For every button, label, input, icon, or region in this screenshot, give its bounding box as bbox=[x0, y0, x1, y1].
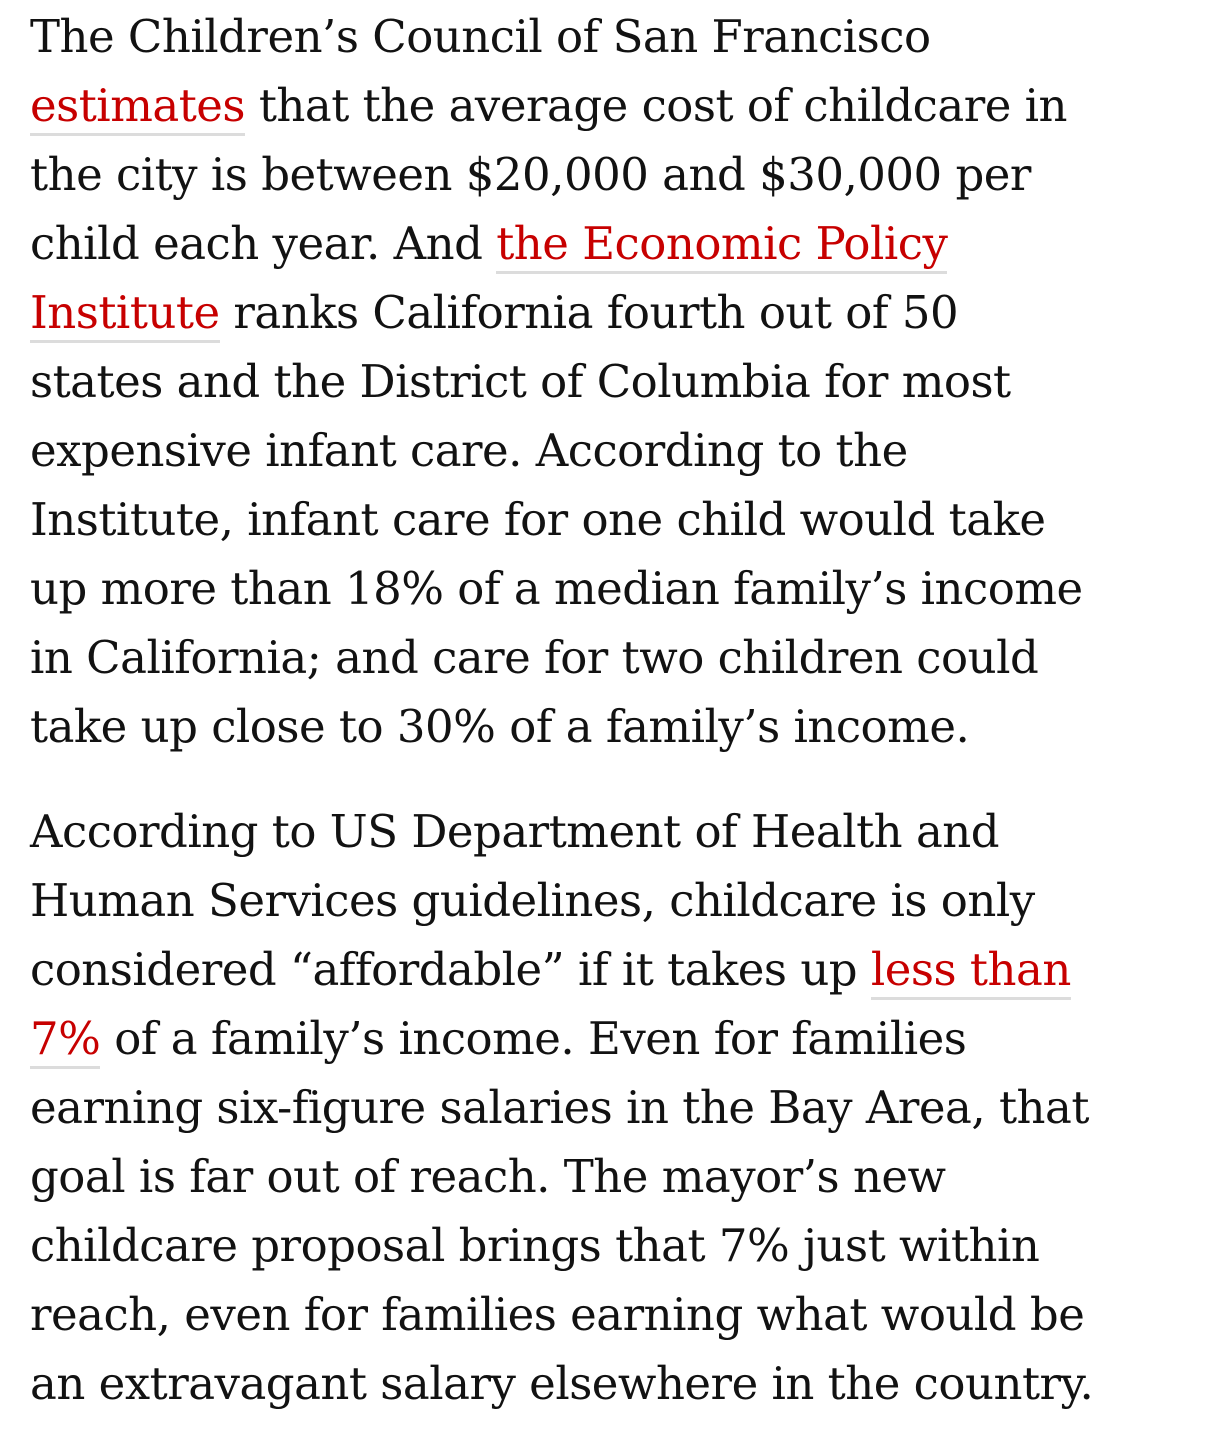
text-segment: The Children’s Council of San Francisco bbox=[30, 10, 931, 63]
text-segment: take up close to 30% of a family’s income. bbox=[30, 700, 970, 753]
text-line bbox=[30, 935, 1180, 1004]
text-line bbox=[30, 140, 1180, 209]
article-body bbox=[30, 2, 1180, 1418]
text-segment: of a family’s income. Even for families bbox=[100, 1012, 967, 1065]
text-segment: ranks California fourth out of 50 bbox=[219, 286, 959, 339]
text-segment: that the average cost of childcare in bbox=[245, 79, 1068, 132]
text-line bbox=[30, 623, 1180, 692]
text-line bbox=[30, 485, 1180, 554]
text-line bbox=[30, 1280, 1180, 1349]
paragraph-affordability-guidelines bbox=[30, 797, 1180, 1418]
text-line bbox=[30, 1004, 1180, 1073]
paragraph-childcare-costs bbox=[30, 2, 1180, 761]
text-line bbox=[30, 278, 1180, 347]
text-line bbox=[30, 797, 1180, 866]
text-segment: earning six-figure salaries in the Bay Area, that bbox=[30, 1081, 1089, 1134]
text-line bbox=[30, 209, 1180, 278]
inline-link[interactable]: estimates bbox=[30, 79, 245, 136]
inline-link[interactable]: Institute bbox=[30, 286, 220, 343]
text-line bbox=[30, 1349, 1180, 1418]
inline-link[interactable]: the Economic Policy bbox=[496, 217, 947, 274]
text-line bbox=[30, 416, 1180, 485]
text-line bbox=[30, 692, 1180, 761]
text-segment: child each year. And bbox=[30, 217, 497, 270]
text-segment: According to US Department of Health and bbox=[30, 805, 1000, 858]
text-segment: in California; and care for two children could bbox=[30, 631, 1039, 684]
inline-link[interactable]: 7% bbox=[30, 1012, 100, 1069]
text-segment: childcare proposal brings that 7% just within bbox=[30, 1219, 1040, 1272]
text-line bbox=[30, 347, 1180, 416]
text-segment: Institute, infant care for one child would take bbox=[30, 493, 1046, 546]
text-segment: states and the District of Columbia for most bbox=[30, 355, 1011, 408]
text-line bbox=[30, 1211, 1180, 1280]
text-line bbox=[30, 1073, 1180, 1142]
text-segment: up more than 18% of a median family’s income bbox=[30, 562, 1083, 615]
text-segment: an extravagant salary elsewhere in the country. bbox=[30, 1357, 1094, 1410]
text-segment: the city is between $20,000 and $30,000 per bbox=[30, 148, 1031, 201]
text-line bbox=[30, 554, 1180, 623]
text-segment: goal is far out of reach. The mayor’s new bbox=[30, 1150, 946, 1203]
text-line bbox=[30, 1142, 1180, 1211]
text-segment: considered “affordable” if it takes up bbox=[30, 943, 871, 996]
text-segment: expensive infant care. According to the bbox=[30, 424, 908, 477]
text-segment: reach, even for families earning what would be bbox=[30, 1288, 1085, 1341]
text-line bbox=[30, 71, 1180, 140]
text-line bbox=[30, 2, 1180, 71]
inline-link[interactable]: less than bbox=[871, 943, 1071, 1000]
text-line bbox=[30, 866, 1180, 935]
text-segment: Human Services guidelines, childcare is only bbox=[30, 874, 1035, 927]
